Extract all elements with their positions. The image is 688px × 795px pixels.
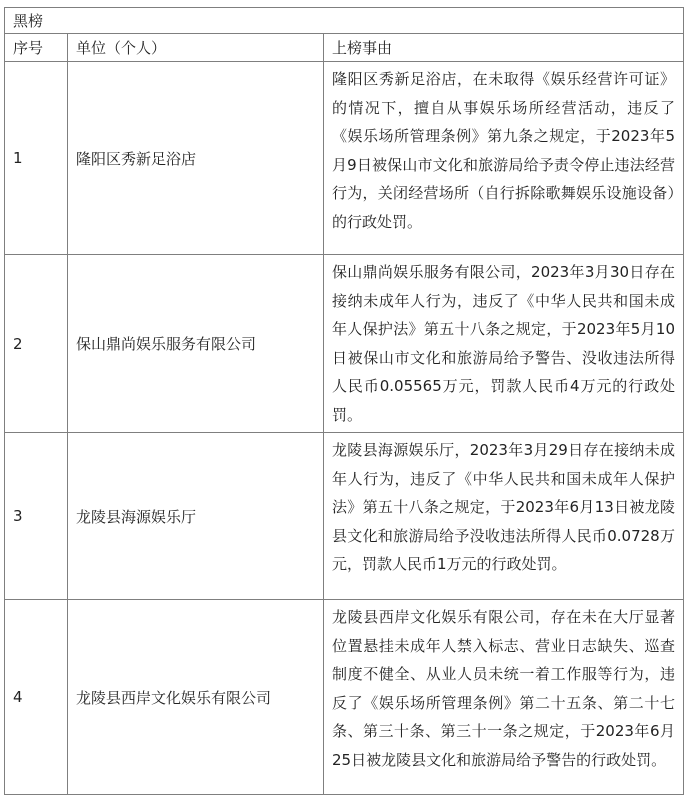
header-index: 序号 bbox=[5, 34, 68, 62]
row-index: 4 bbox=[5, 600, 68, 795]
header-row bbox=[5, 34, 684, 62]
row-unit: 龙陵县海源娱乐厅 bbox=[68, 433, 324, 600]
table-row bbox=[5, 433, 684, 600]
header-unit: 单位（个人） bbox=[68, 34, 324, 62]
row-reason: 保山鼎尚娱乐服务有限公司，2023年3月30日存在接纳未成年人行为，违反了《中华人民共和国未成年人保护法》第五十八条之规定，于2023年5月10日被保山市文化和旅游局给予警告、没收违法所得人民币0.05565万元，罚款人民币4万元的行政处罚。 bbox=[324, 255, 684, 433]
row-unit: 保山鼎尚娱乐服务有限公司 bbox=[68, 255, 324, 433]
row-unit: 隆阳区秀新足浴店 bbox=[68, 62, 324, 255]
title-row bbox=[5, 8, 684, 34]
row-index: 3 bbox=[5, 433, 68, 600]
table-row bbox=[5, 62, 684, 255]
row-reason: 龙陵县海源娱乐厅，2023年3月29日存在接纳未成年人行为，违反了《中华人民共和国未成年人保护法》第五十八条之规定，于2023年6月13日被龙陵县文化和旅游局给予没收违法所得人民币0.0728万元，罚款人民币1万元的行政处罚。 bbox=[324, 433, 684, 600]
row-index: 2 bbox=[5, 255, 68, 433]
row-reason: 龙陵县西岸文化娱乐有限公司，存在未在大厅显著位置悬挂未成年人禁入标志、营业日志缺失、巡查制度不健全、从业人员未统一着工作服等行为，违反了《娱乐场所管理条例》第二十五条、第二十七条、第三十条、第三十一条之规定，于2023年6月25日被龙陵县文化和旅游局给予警告的行政处罚。 bbox=[324, 600, 684, 795]
table-row bbox=[5, 600, 684, 795]
row-index: 1 bbox=[5, 62, 68, 255]
table-row bbox=[5, 255, 684, 433]
blacklist-table bbox=[4, 7, 684, 795]
row-unit: 龙陵县西岸文化娱乐有限公司 bbox=[68, 600, 324, 795]
table-title: 黑榜 bbox=[5, 8, 684, 34]
header-reason: 上榜事由 bbox=[324, 34, 684, 62]
row-reason: 隆阳区秀新足浴店，在未取得《娱乐经营许可证》的情况下，擅自从事娱乐场所经营活动，违反了《娱乐场所管理条例》第九条之规定，于2023年5月9日被保山市文化和旅游局给予责令停止违法经营行为，关闭经营场所（自行拆除歌舞娱乐设施设备）的行政处罚。 bbox=[324, 62, 684, 255]
